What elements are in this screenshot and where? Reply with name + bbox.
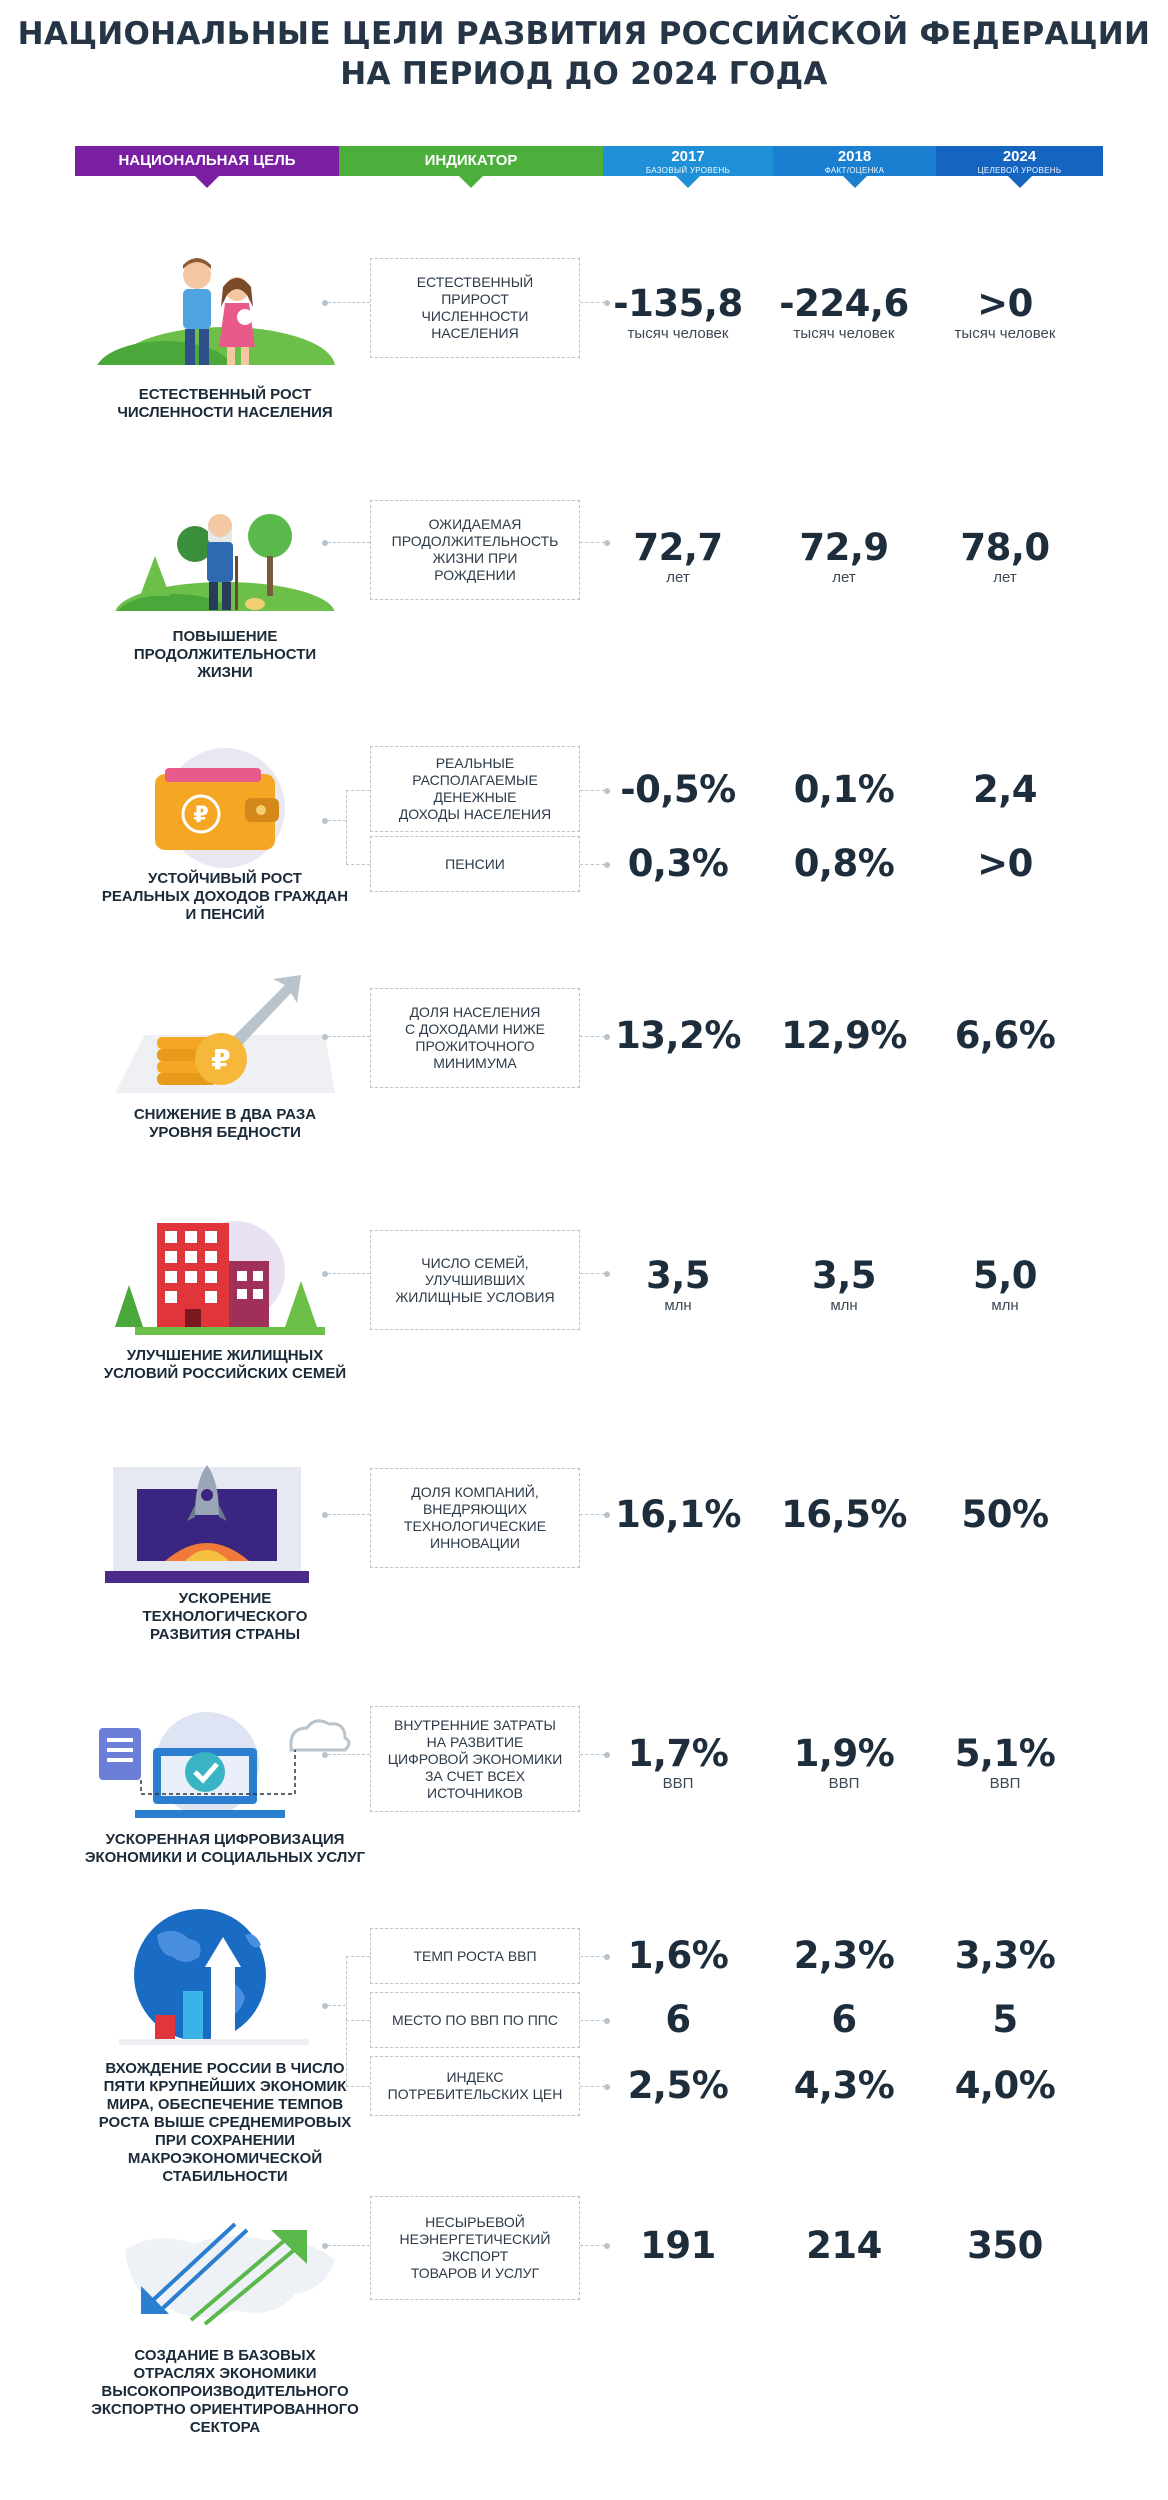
family-icon	[95, 255, 355, 385]
value-2018: 6	[831, 1998, 857, 2041]
title-line-2: НА ПЕРИОД ДО 2024 ГОДА	[340, 56, 828, 92]
value-2018: 16,5%	[781, 1493, 907, 1536]
value-2024: 5,1% ВВП	[954, 1732, 1056, 1792]
goal-label-housing: УЛУЧШЕНИЕ ЖИЛИЩНЫХ УСЛОВИЙ РОССИЙСКИХ СЕМЕЙ	[103, 1347, 347, 1382]
value-2017: 1,6%	[627, 1934, 729, 1977]
digital-check-icon	[95, 1700, 355, 1830]
header-2024: 2024 ЦЕЛЕВОЙ УРОВЕНЬ	[936, 146, 1103, 176]
value-2017: 13,2%	[615, 1014, 741, 1057]
value-2024: >0 тысяч человек	[954, 282, 1056, 342]
indicator-innovations: ДОЛЯ КОМПАНИЙ, ВНЕДРЯЮЩИХ ТЕХНОЛОГИЧЕСКИЕ ИННОВАЦИИ	[370, 1468, 580, 1568]
indicator-poverty-share: ДОЛЯ НАСЕЛЕНИЯ С ДОХОДАМИ НИЖЕ ПРОЖИТОЧНОГО МИНИМУМА	[370, 988, 580, 1088]
indicator-real-incomes: РЕАЛЬНЫЕ РАСПОЛАГАЕМЫЕ ДЕНЕЖНЫЕ ДОХОДЫ НАСЕЛЕНИЯ	[370, 746, 580, 832]
globe-chart-icon	[95, 1905, 355, 2055]
value-2018: 72,9 лет	[799, 526, 889, 586]
value-2024: 350	[967, 2224, 1043, 2267]
header-goal: НАЦИОНАЛЬНАЯ ЦЕЛЬ	[75, 146, 339, 176]
value-2017: 3,5 млн	[645, 1254, 711, 1314]
value-2018: 3,5 млн	[811, 1254, 877, 1314]
svg-text:₽: ₽	[193, 803, 209, 828]
indicator-life-expectancy: ОЖИДАЕМАЯ ПРОДОЛЖИТЕЛЬНОСТЬ ЖИЗНИ ПРИ РОЖДЕНИИ	[370, 500, 580, 600]
header-2017: 2017 БАЗОВЫЙ УРОВЕНЬ	[603, 146, 773, 176]
value-2018: 0,8%	[793, 842, 895, 885]
value-2017: 2,5%	[627, 2064, 729, 2107]
value-2018: -224,6 тысяч человек	[779, 282, 909, 342]
value-2018: 2,3%	[793, 1934, 895, 1977]
title-line-1: НАЦИОНАЛЬНЫЕ ЦЕЛИ РАЗВИТИЯ РОССИЙСКОЙ ФЕДЕРАЦИИ	[17, 16, 1151, 52]
value-2017: 6	[665, 1998, 691, 2041]
indicator-families-housing: ЧИСЛО СЕМЕЙ, УЛУЧШИВШИХ ЖИЛИЩНЫЕ УСЛОВИЯ	[370, 1230, 580, 1330]
goal-label-poverty: СНИЖЕНИЕ В ДВА РАЗА УРОВНЯ БЕДНОСТИ	[133, 1106, 317, 1141]
building-icon	[95, 1215, 355, 1345]
value-2024: 3,3%	[954, 1934, 1056, 1977]
value-2017: -0,5%	[620, 768, 736, 811]
value-2018: 4,3%	[793, 2064, 895, 2107]
page-title	[0, 14, 1168, 94]
indicator-non-resource-export: НЕСЫРЬЕВОЙ НЕЭНЕРГЕТИЧЕСКИЙ ЭКСПОРТ ТОВАРОВ И УСЛУГ	[370, 2196, 580, 2300]
value-2024: 50%	[961, 1493, 1049, 1536]
value-2018: 12,9%	[781, 1014, 907, 1057]
value-2024: 5,0 млн	[972, 1254, 1038, 1314]
goal-label-population: ЕСТЕСТВЕННЫЙ РОСТ ЧИСЛЕННОСТИ НАСЕЛЕНИЯ	[117, 386, 333, 421]
goal-label-life-expectancy: ПОВЫШЕНИЕ ПРОДОЛЖИТЕЛЬНОСТИ ЖИЗНИ	[133, 628, 317, 681]
value-2018: 214	[806, 2224, 882, 2267]
wallet-icon	[95, 738, 355, 868]
value-2017: 72,7 лет	[633, 526, 723, 586]
rocket-icon	[95, 1455, 355, 1590]
goal-label-technology: УСКОРЕНИЕ ТЕХНОЛОГИЧЕСКОГО РАЗВИТИЯ СТРАНЫ	[142, 1590, 308, 1643]
goal-label-export: СОЗДАНИЕ В БАЗОВЫХ ОТРАСЛЯХ ЭКОНОМИКИ ВЫСОКОПРОИЗВОДИТЕЛЬНОГО ЭКСПОРТНО ОРИЕНТИРОВАННОГО СЕКТОРА	[91, 2347, 359, 2436]
value-2017: 1,7% ВВП	[627, 1732, 729, 1792]
value-2017: 0,3%	[627, 842, 729, 885]
value-2018: 0,1%	[793, 768, 895, 811]
elderly-man-icon	[95, 496, 355, 626]
header-indicator: ИНДИКАТОР	[339, 146, 603, 176]
indicator-natural-growth: ЕСТЕСТВЕННЫЙ ПРИРОСТ ЧИСЛЕННОСТИ НАСЕЛЕНИЯ	[370, 258, 580, 358]
indicator-gdp-ppp-rank: МЕСТО ПО ВВП ПО ППС	[370, 1992, 580, 2048]
goal-label-economy: ВХОЖДЕНИЕ РОССИИ В ЧИСЛО ПЯТИ КРУПНЕЙШИХ ЭКОНОМИК МИРА, ОБЕСПЕЧЕНИЕ ТЕМПОВ РОСТА ВЫШЕ СРЕДНЕМИРОВЫХ ПРИ СОХРАНЕНИИ МАКРОЭКОНОМИЧЕСКОЙ СТАБИЛЬНОСТИ	[98, 2060, 352, 2185]
indicator-cpi: ИНДЕКС ПОТРЕБИТЕЛЬСКИХ ЦЕН	[370, 2056, 580, 2116]
coins-icon	[95, 975, 355, 1105]
value-2017: -135,8 тысяч человек	[613, 282, 743, 342]
value-2024: 4,0%	[954, 2064, 1056, 2107]
indicator-pensions: ПЕНСИИ	[370, 836, 580, 892]
value-2024: 2,4	[972, 768, 1038, 811]
header-2018: 2018 ФАКТ/ОЦЕНКА	[773, 146, 936, 176]
export-arrows-icon	[95, 2210, 355, 2340]
svg-text:₽: ₽	[211, 1043, 231, 1076]
value-2024: 6,6%	[954, 1014, 1056, 1057]
value-2024: >0	[977, 842, 1033, 885]
indicator-digital-economy-costs: ВНУТРЕННИЕ ЗАТРАТЫ НА РАЗВИТИЕ ЦИФРОВОЙ ЭКОНОМИКИ ЗА СЧЕТ ВСЕХ ИСТОЧНИКОВ	[370, 1706, 580, 1812]
value-2024: 5	[992, 1998, 1018, 2041]
value-2024: 78,0 лет	[960, 526, 1050, 586]
indicator-gdp-growth: ТЕМП РОСТА ВВП	[370, 1928, 580, 1984]
goal-label-incomes: УСТОЙЧИВЫЙ РОСТ РЕАЛЬНЫХ ДОХОДОВ ГРАЖДАН И ПЕНСИЙ	[101, 870, 349, 923]
value-2018: 1,9% ВВП	[793, 1732, 895, 1792]
value-2017: 16,1%	[615, 1493, 741, 1536]
goal-label-digitalization: УСКОРЕННАЯ ЦИФРОВИЗАЦИЯ ЭКОНОМИКИ И СОЦИАЛЬНЫХ УСЛУГ	[84, 1831, 366, 1866]
value-2017: 191	[640, 2224, 716, 2267]
